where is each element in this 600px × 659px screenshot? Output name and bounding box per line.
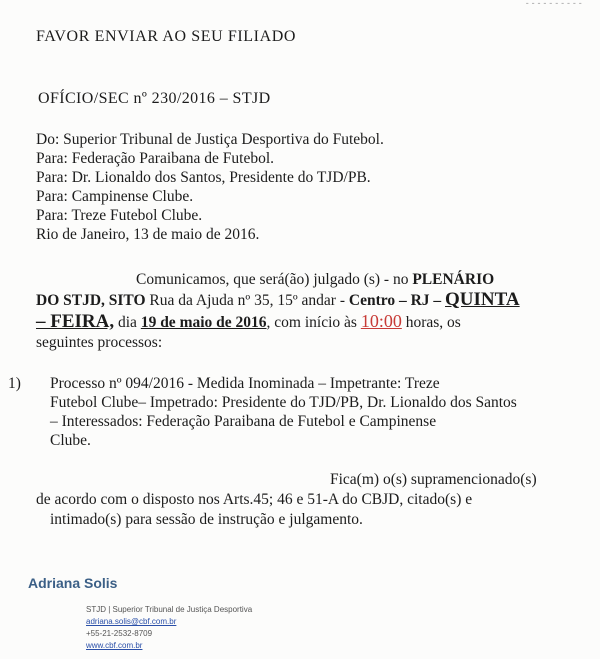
signature-org: STJD | Superior Tribunal de Justiça Desportiva (86, 605, 253, 614)
signature-block (86, 604, 252, 652)
signature-website-link[interactable]: www.cbf.com.br (86, 641, 143, 650)
stjd-text: DO STJD, SITO (36, 292, 146, 309)
recipient-president: Para: Dr. Lionaldo dos Santos, Presidente do TJD/PB. (36, 169, 371, 186)
text-span: , com início às (266, 314, 361, 331)
process-item (8, 374, 588, 450)
recipient-treze: Para: Treze Futebol Clube. (36, 207, 203, 224)
weekday-suffix-text: – FEIRA, (36, 311, 115, 332)
signature-email-link[interactable]: adriana.solis@cbf.com.br (86, 617, 177, 626)
signature-name: Adriana Solis (28, 575, 118, 591)
communication-line-3 (36, 311, 596, 333)
recipient-campinense: Para: Campinense Clube. (36, 188, 194, 205)
date-line: Rio de Janeiro, 13 de maio de 2016. (36, 226, 260, 243)
closing-paragraph (36, 470, 596, 530)
heading: FAVOR ENVIAR AO SEU FILIADO (36, 28, 297, 45)
location-text: Centro – RJ – (348, 292, 446, 309)
signature-phone: +55-21-2532-8709 (86, 629, 153, 638)
recipient-from: Do: Superior Tribunal de Justiça Desportiva do Futebol. (36, 131, 384, 148)
communication-paragraph (36, 270, 596, 353)
communication-line-4: seguintes processos: (36, 334, 163, 351)
corner-note: - - - - - - - - - - (525, 0, 582, 8)
plenario-text: PLENÁRIO (412, 271, 495, 288)
closing-line-2: de acordo com o disposto nos Arts.45; 46 e 51-A do CBJD, citado(s) e (36, 491, 473, 508)
address-text: Rua da Ajuda nº 35, 15º andar - (145, 292, 349, 309)
session-date-text: 19 de maio de 2016 (140, 314, 267, 331)
communication-line-1 (36, 270, 596, 290)
process-body (50, 374, 588, 450)
oficio-number: OFÍCIO/SEC nº 230/2016 – STJD (38, 90, 271, 107)
process-line-1: Processo nº 094/2016 - Medida Inominada – Impetrante: Treze (50, 375, 440, 392)
process-number: 1) (8, 375, 21, 392)
text-span: horas, os (401, 314, 461, 331)
communication-line-2 (36, 290, 596, 311)
process-line-2: Futebol Clube– Impetrado: Presidente do TJD/PB, Dr. Lionaldo dos Santos (50, 394, 517, 411)
weekday-text: QUINTA (445, 289, 520, 310)
process-line-4: Clube. (50, 432, 91, 449)
recipient-federation: Para: Federação Paraibana de Futebol. (36, 150, 275, 167)
session-time-text: 10:00 (360, 311, 402, 331)
text-span: dia (114, 314, 141, 331)
text-span: Comunicamos, que será(ão) julgado (s) - no (136, 271, 413, 288)
closing-line-1: Fica(m) o(s) supramencionado(s) (330, 471, 537, 488)
process-line-3: – Interessados: Federação Paraibana de Futebol e Campinense (50, 413, 437, 430)
recipients-block (36, 130, 384, 244)
closing-line-3: intimado(s) para sessão de instrução e julgamento. (50, 511, 363, 528)
